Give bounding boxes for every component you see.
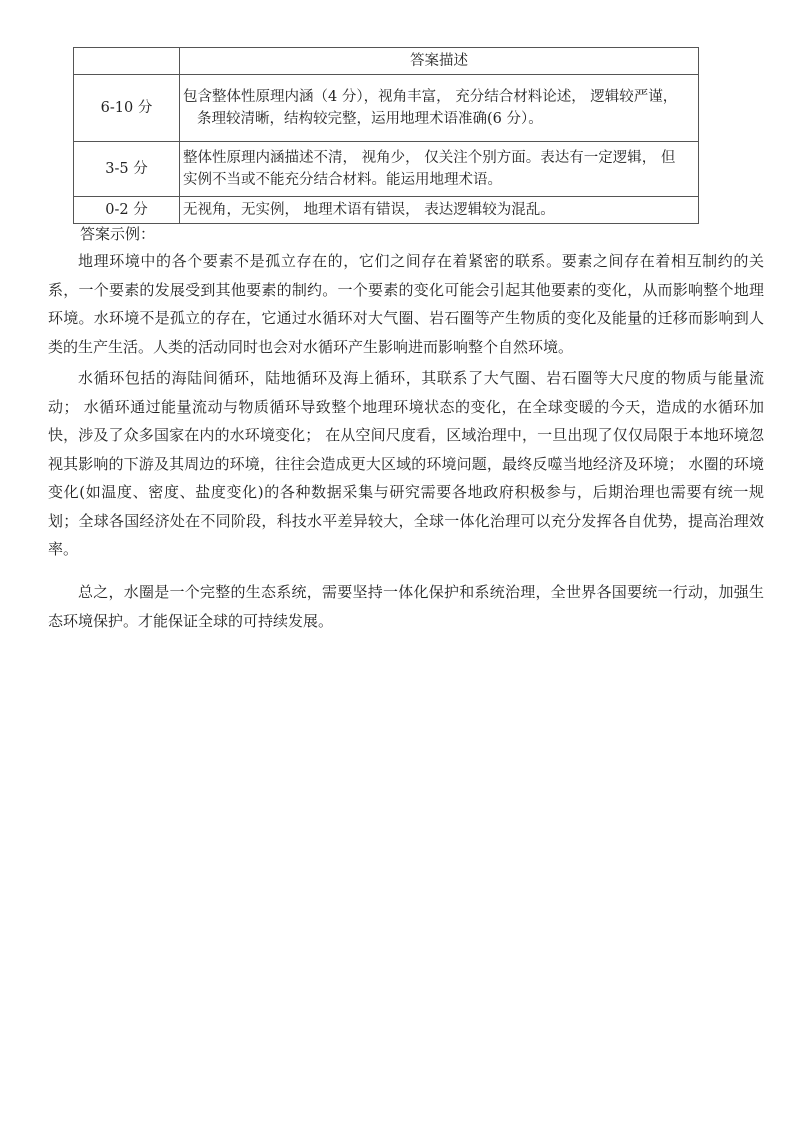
table-row [74,75,699,142]
description-line: 实例不当或不能充分结合材料。能运用地理术语。 [183,172,502,188]
table-header-description: 答案描述 [180,48,699,75]
description-cell [180,142,699,197]
score-range-cell: 0-2 分 [74,197,180,224]
score-range-cell: 6-10 分 [74,75,180,142]
table-row [74,197,699,224]
description-cell [180,75,699,142]
answer-example-label: 答案示例： [80,225,156,243]
description-line: 条理较清晰，结构较完整，运用地理术语准确(6 分）。 [197,111,543,127]
description-cell [180,197,699,224]
scoring-rubric-table [73,47,699,224]
score-range-cell: 3-5 分 [74,142,180,197]
answer-paragraph-2 [48,364,764,564]
table-header-empty-cell [74,48,180,75]
table-row [74,142,699,197]
paragraph-text: 水循环包括的海陆间循环，陆地循环及海上循环，其联系了大气圈、岩石圈等大尺度的物质与能量流动； 水循环通过能量流动与物质循环导致整个地理环境状态的变化，在全球变暖的今天，造成的水循环加快，涉及了众多国家在内的水环境变化； 在从空间尺度看，区域治理中，一旦出现了仅仅局限于本地环境忽视其影响的下游及其周边的环境，往往会造成更大区域的环境问题，最终反噬当地经济及环境； 水圈的环境变化(如温度、密度、盐度变化)的各种数据采集与研究需要各地政府积极参与，后期治理也需要有统一规划；全球各国经济处在不同阶段，科技水平差异较大，全球一体化治理可以充分发挥各自优势，提高治理效率。 [48,369,764,558]
paragraph-text: 总之，水圈是一个完整的生态系统，需要坚持一体化保护和系统治理，全世界各国要统一行动，加强生态环境保护。才能保证全球的可持续发展。 [48,583,764,630]
description-line: 整体性原理内涵描述不清， 视角少， 仅关注个别方面。表达有一定逻辑， 但 [183,150,676,166]
table-header-row [74,48,699,75]
paragraph-text: 地理环境中的各个要素不是孤立存在的，它们之间存在着紧密的联系。要素之间存在着相互制约的关系，一个要素的发展受到其他要素的制约。一个要素的变化可能会引起其他要素的变化，从而影响整个地理环境。水环境不是孤立的存在，它通过水循环对大气圈、岩石圈等产生物质的变化及能量的迁移而影响到人类的生产生活。人类的活动同时也会对水循环产生影响进而影响整个自然环境。 [48,252,764,356]
description-line: 包含整体性原理内涵（4 分），视角丰富， 充分结合材料论述， 逻辑较严谨， [183,89,678,105]
answer-paragraph-3 [48,578,764,635]
answer-paragraph-1 [48,247,764,361]
description-line: 无视角，无实例， 地理术语有错误， 表达逻辑较为混乱。 [183,202,555,218]
